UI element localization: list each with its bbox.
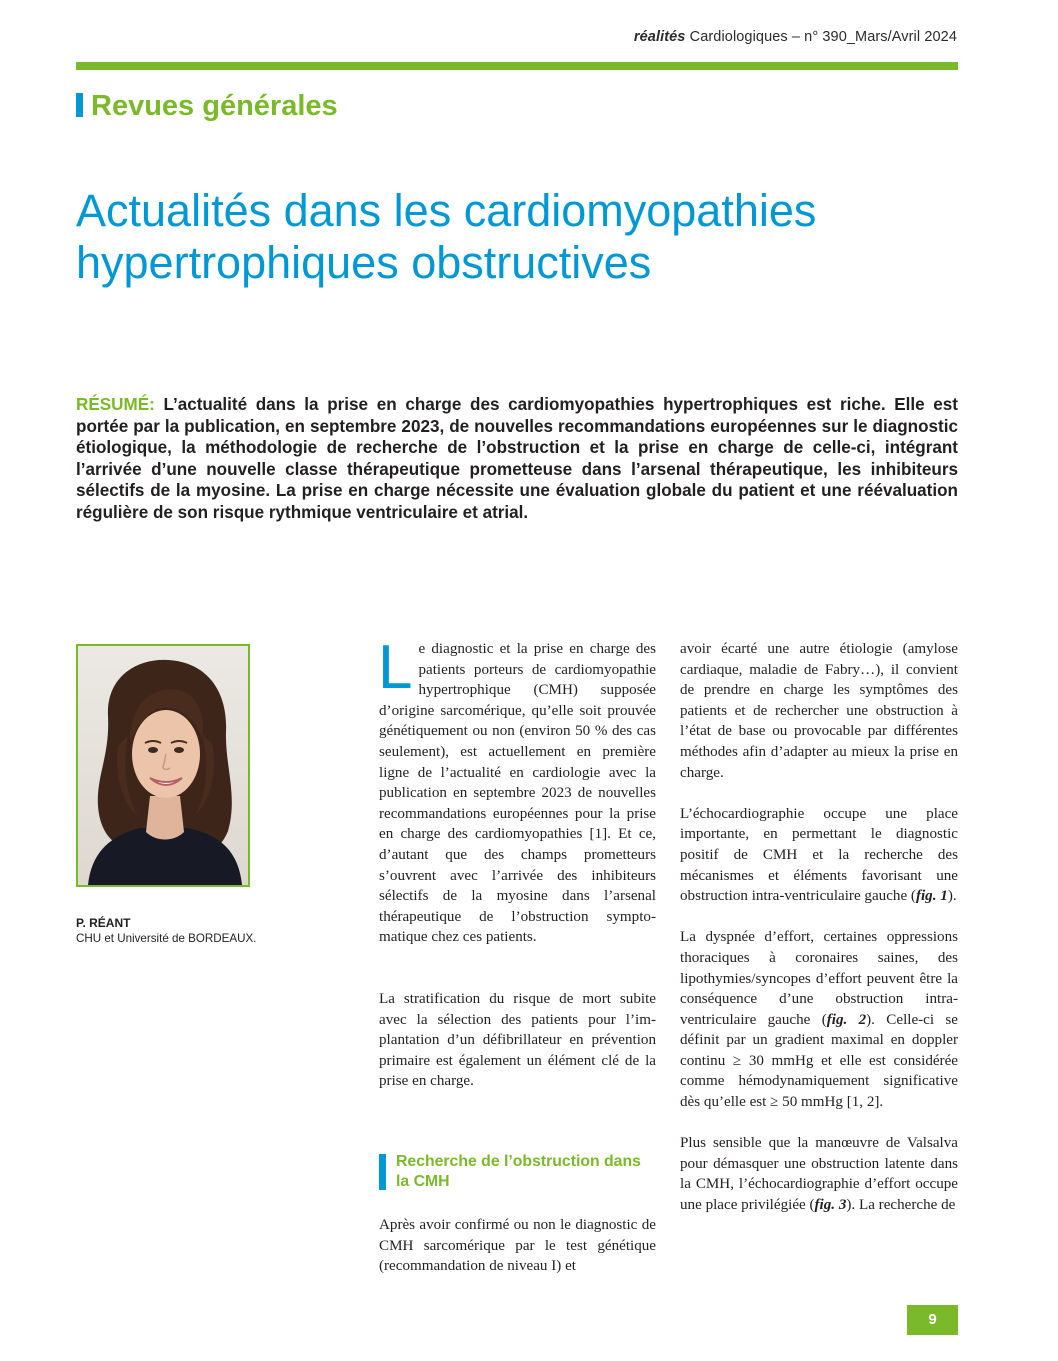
paragraph-stress-echo (680, 1133, 958, 1215)
summary-label: RÉSUMÉ: (76, 395, 155, 414)
journal-issue: Cardiologiques – n° 390_Mars/Avril 2024 (689, 29, 957, 45)
summary (76, 394, 958, 524)
paragraph-echo-text: L’échocardiographie occupe une place importante, en permettant le diagnostic positif de CMH et la recherche des mécanismes et éléments favorisant une obstruction intra-ventriculaire gauche ( (680, 805, 958, 905)
page-number: 9 (907, 1305, 958, 1335)
section-tag (76, 90, 338, 126)
title-line-2: hypertrophiques obstructives (76, 237, 652, 288)
paragraph-stress-text: Plus sensible que la manœuvre de Valsalva pour démasquer une obstruction latente dans la CMH, l’échocardiographie d’effort occupe une place privilégiée ( (680, 1135, 958, 1214)
figure-ref-3[interactable]: fig. 3 (814, 1197, 847, 1214)
paragraph-etiology: avoir écarté une autre étiologie (amylose cardiaque, maladie de Fabry…), il convient de prendre en charge les symptômes des patients et de rechercher une obstruction à l’état de base ou provocable par différentes méthodes afin d’adapter au mieux la prise en charge. (680, 641, 958, 781)
paragraph-echo-end: ). (947, 888, 957, 905)
paragraph-dyspnea-text: La dyspnée d’effort, certaines oppressions thoraciques à coronaires saines, des lipothymies/syncopes d’effort peuvent être la conséquence d’une obstruction intra-ventriculaire gauche ( (680, 929, 958, 1028)
author-photo (76, 644, 250, 887)
paragraph-dyspnea-end: ). Celle-ci se définit par un gradient maximal en doppler continu ≥ 30 mmHg et elle est considérée comme hémodynamiquement significative dès qu’elle est ≥ 50 mmHg [1, 2]. (680, 1011, 958, 1111)
journal-brand: réalités (633, 29, 686, 45)
author-affiliation: CHU et Université de BORDEAUX. (76, 932, 257, 945)
summary-text: L’actualité dans la prise en charge des cardiomyopathies hypertrophiques est riche. Elle est portée par la publication, en septembre 2023, de nouvelles recommandations européennes sur le diagnostic étiologique, la méthodologie de recherche de l’obstruction et la prise en charge de celle-ci, intégrant l’arrivée d’une nouvelle classe thérapeutique prometteuse dans l’arsenal thérapeutique, les inhibiteurs sélectifs de la myosine. La prise en charge nécessite une évaluation globale du patient et une réévaluation régulière de son risque rythmique ventriculaire et atrial. (76, 395, 958, 522)
header-rule (76, 62, 958, 70)
running-header (634, 29, 957, 45)
author-portrait-illustration (78, 646, 248, 885)
figure-ref-2[interactable]: fig. 2 (826, 1011, 867, 1028)
paragraph-risk: La stratification du risque de mort subite avec la sélection des patients pour l’implantation d’un défibrillateur en prévention primaire est également un élément clé de la prise en charge. (379, 991, 656, 1090)
figure-ref-1[interactable]: fig. 1 (915, 888, 948, 905)
subheading-marker (379, 1154, 386, 1190)
paragraph-echocardiography (680, 804, 958, 907)
paragraph-dyspnea (680, 927, 958, 1112)
article-title (76, 185, 976, 289)
body-column-2 (680, 639, 958, 1216)
paragraph-diagnosis: Après avoir confirmé ou non le diagnostic de CMH sarcomérique par le test génétique (recommandation de niveau I) et (379, 1217, 656, 1275)
paragraph-stress-end: ). La recherche de (846, 1197, 956, 1214)
author-name: P. RÉANT (76, 916, 131, 930)
section-label: Revues générales (91, 90, 338, 122)
section-marker (76, 93, 83, 117)
title-line-1: Actualités dans les cardiomyopathies (76, 185, 817, 236)
paragraph-intro-text: e diagnostic et la prise en charge des patients porteurs de cardiomyopathie hypertrophique (CMH) supposée d’origine sarcomérique, qu’elle soit prouvée génétiquement ou non (environ 50 % des cas seulement), est actuellement en première ligne de l’actualité en cardiologie avec la publication en septembre 2023 de nouvelles recommandations européennes pour la prise en charge des cardiomyopathies [1]. Et ce, d’autant que des champs prometteurs s’ouvrent avec l’arrivée des inhibiteurs sélectifs de la myosine dans l’arsenal thérapeutique de l’obstruction symptomatique chez ces patients. (379, 641, 656, 946)
drop-cap: L (378, 633, 413, 702)
paragraph-intro (378, 633, 656, 948)
subheading-text: Recherche de l’obstruction dans la CMH (396, 1153, 641, 1190)
